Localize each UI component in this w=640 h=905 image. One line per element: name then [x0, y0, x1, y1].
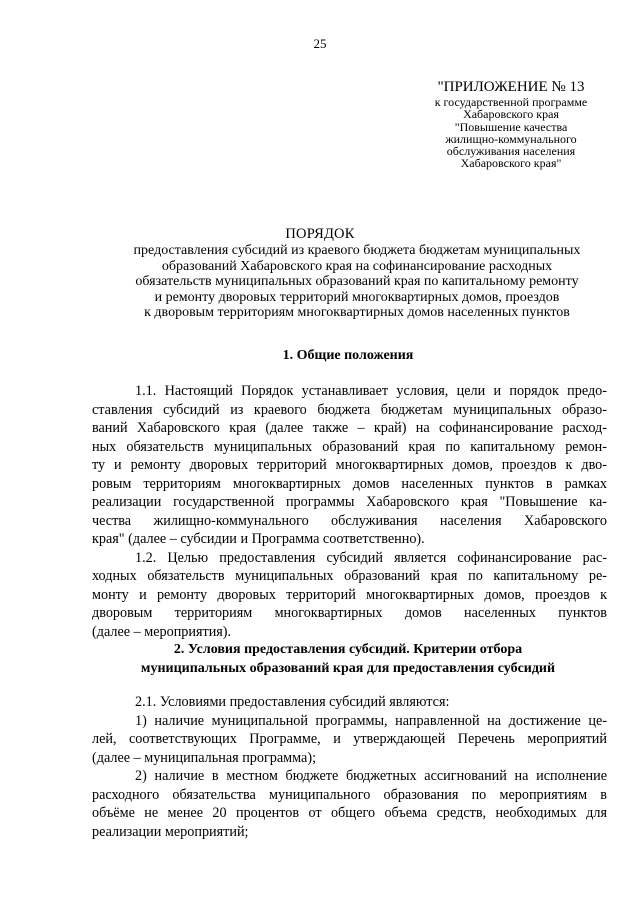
appendix-line: жилищно-коммунального	[445, 131, 577, 146]
paragraph-2-1-item-2	[92, 767, 607, 841]
text-line: ставления субсидий из краевого бюджета бюджетам муниципальных образо-	[92, 401, 607, 418]
paragraph-2-1-item-1	[92, 712, 607, 768]
subtitle-line: предоставления субсидий из краевого бюджета бюджетам муниципальных	[133, 243, 581, 258]
text-line: 2) наличие в местном бюджете бюджетных ассигнований на исполнение	[135, 768, 607, 784]
appendix-line: "Повышение качества	[454, 119, 568, 134]
text-line: монту и ремонту дворовых территорий многоквартирных домов, проездов к	[92, 586, 607, 603]
text-line: края" (далее – субсидии и Программа соответственно).	[92, 531, 425, 547]
subtitle-line: образований Хабаровского края на софинансирование расходных	[161, 258, 553, 274]
text-line: 1) наличие муниципальной программы, направленной на достижение це-	[135, 712, 607, 729]
text-line: чества жилищно-коммунального обслуживания населения Хабаровского	[92, 512, 607, 529]
text-line: 1.2. Целью предоставления субсидий является софинансирование рас-	[135, 549, 607, 566]
text-line: 1.1. Настоящий Порядок устанавливает условия, цели и порядок предо-	[135, 383, 607, 399]
appendix-line: к государственной программе	[434, 95, 588, 109]
text-line: расходного обязательства муниципального образования по мероприятиям в	[92, 786, 607, 803]
subtitle-line: обязательств муниципальных образований края по капитальному ремонту	[135, 274, 579, 289]
page-number: 25	[313, 36, 327, 51]
text-line: дворовым территориям многоквартирных домов населенных пунктов	[92, 605, 607, 621]
text-line: ходных обязательств муниципальных образований края по капитальному ре-	[92, 568, 607, 584]
text-line: ту и ремонту дворовых территорий многоквартирных домов, проездов к дво-	[92, 457, 607, 473]
text-line: (далее – муниципальная программа);	[92, 749, 317, 766]
text-line: объёме не менее 20 процентов от общего объема средств, необходимых для	[92, 805, 607, 821]
subtitle-line: и ремонту дворовых территорий многоквартирных домов, проездов	[154, 289, 560, 305]
paragraph-1-1	[92, 382, 607, 549]
text-line: реализации мероприятий;	[92, 823, 249, 840]
text-line: ваний Хабаровского края (далее также – край) на софинансирование расход-	[92, 420, 607, 436]
text-line: ровым территориям многоквартирных домов населенных пунктов в рамках	[92, 475, 607, 492]
appendix-line: Хабаровского края	[463, 107, 559, 122]
text-line: лей, соответствующих Программе, и утверждающей Перечень мероприятий	[92, 731, 607, 747]
section-1-heading: 1. Общие положения	[282, 348, 414, 363]
section-2-heading	[92, 640, 604, 678]
appendix-block	[395, 79, 627, 170]
paragraph-2-1	[92, 693, 607, 712]
heading-line: 2. Условия предоставления субсидий. Критерии отбора	[173, 642, 523, 657]
heading-line: муниципальных образований края для предоставления субсидий	[140, 661, 556, 676]
text-line: 2.1. Условиями предоставления субсидий являются:	[135, 694, 450, 710]
section-2-body	[92, 693, 607, 841]
appendix-line: Хабаровского края"	[460, 156, 562, 171]
document-title: ПОРЯДОК	[285, 226, 355, 242]
appendix-line: обслуживания населения	[446, 144, 576, 159]
text-line: ных обязательств муниципальных образований края по капитальному ремон-	[92, 438, 607, 455]
section-1-body	[92, 382, 607, 641]
paragraph-1-2	[92, 549, 607, 642]
subtitle-line: к дворовым территориям многоквартирных домов населенных пунктов	[144, 305, 570, 320]
document-subtitle	[115, 243, 599, 321]
text-line: реализации государственной программы Хабаровского края "Повышение ка-	[92, 494, 607, 510]
appendix-title: "ПРИЛОЖЕНИЕ № 13	[437, 79, 585, 95]
text-line: (далее – мероприятия).	[92, 623, 232, 640]
